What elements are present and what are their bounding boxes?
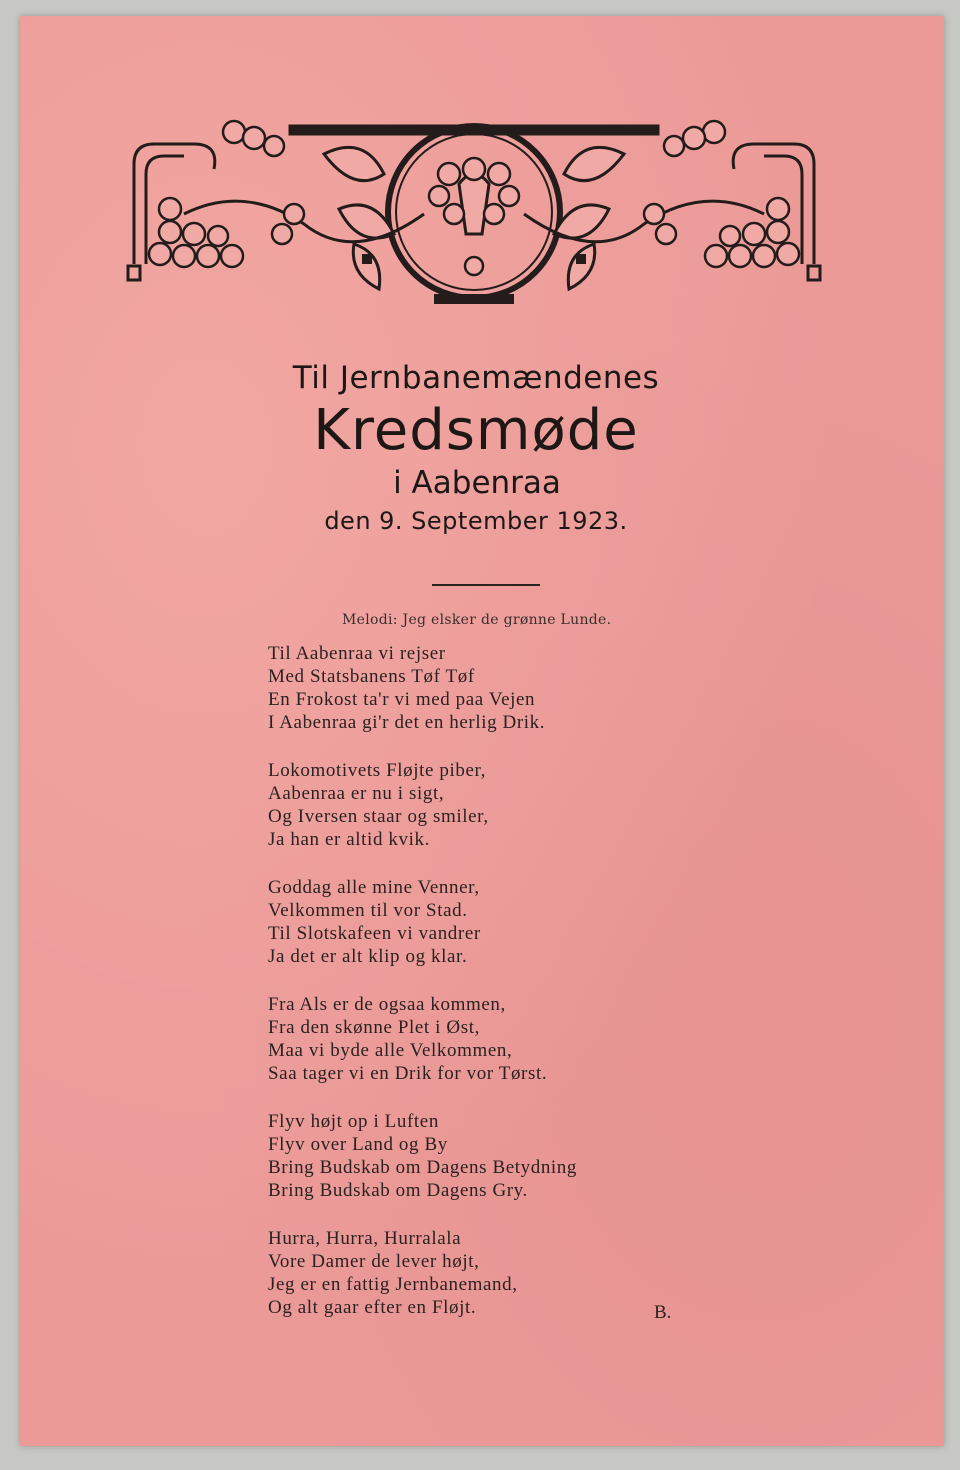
poem-line: Fra Als er de ogsaa kommen, bbox=[268, 994, 506, 1015]
poem-line: Bring Budskab om Dagens Betydning bbox=[268, 1157, 578, 1178]
heading-line-1: Til Jernbanemændenes bbox=[292, 360, 660, 396]
melody-note: Melodi: Jeg elsker de grønne Lunde. bbox=[342, 612, 612, 628]
heading-main-title: Kredsmøde bbox=[313, 398, 639, 463]
poem-line: Flyv over Land og By bbox=[268, 1134, 448, 1155]
stanza-4 bbox=[268, 993, 577, 1085]
stanza-2 bbox=[268, 759, 577, 851]
stanza-5 bbox=[268, 1110, 577, 1202]
poem-line: Bring Budskab om Dagens Gry. bbox=[268, 1180, 528, 1201]
divider-rule bbox=[432, 584, 540, 586]
poem-line: Velkommen til vor Stad. bbox=[268, 900, 468, 921]
poem-line: Aabenraa er nu i sigt, bbox=[268, 783, 445, 804]
stanza-3 bbox=[268, 876, 577, 968]
title-block bbox=[0, 360, 960, 535]
poem-line: Og Iversen staar og smiler, bbox=[268, 806, 489, 827]
heading-date: den 9. September 1923. bbox=[324, 507, 628, 535]
poem-line: Jeg er en fattig Jernbanemand, bbox=[268, 1274, 518, 1295]
poem-line: Ja han er altid kvik. bbox=[268, 829, 430, 850]
poem-line: Fra den skønne Plet i Øst, bbox=[268, 1017, 480, 1038]
stanza-6 bbox=[268, 1227, 577, 1319]
poem-line: Ja det er alt klip og klar. bbox=[268, 946, 468, 967]
poem-line: I Aabenraa gi'r det en herlig Drik. bbox=[268, 712, 546, 733]
poem-line: Flyv højt op i Luften bbox=[268, 1111, 439, 1132]
heading-location: i Aabenraa bbox=[393, 465, 561, 501]
poem-line: Lokomotivets Fløjte piber, bbox=[268, 760, 487, 781]
poem-line: Og alt gaar efter en Fløjt. bbox=[268, 1297, 477, 1318]
poem-line: Maa vi byde alle Velkommen, bbox=[268, 1040, 513, 1061]
poem-line: Hurra, Hurra, Hurralala bbox=[268, 1228, 462, 1249]
stanza-1 bbox=[268, 642, 577, 734]
poem-line: En Frokost ta'r vi med paa Vejen bbox=[268, 689, 536, 710]
poem bbox=[268, 642, 577, 1344]
signature: B. bbox=[654, 1302, 672, 1323]
poem-line: Til Slotskafeen vi vandrer bbox=[268, 923, 481, 944]
poem-line: Goddag alle mine Venner, bbox=[268, 877, 480, 898]
poem-line: Saa tager vi en Drik for vor Tørst. bbox=[268, 1063, 548, 1084]
poem-line: Vore Damer de lever højt, bbox=[268, 1251, 480, 1272]
art-nouveau-wreath-ornament bbox=[124, 114, 824, 310]
poem-line: Til Aabenraa vi rejser bbox=[268, 643, 446, 664]
poem-line: Med Statsbanens Tøf Tøf bbox=[268, 666, 475, 687]
